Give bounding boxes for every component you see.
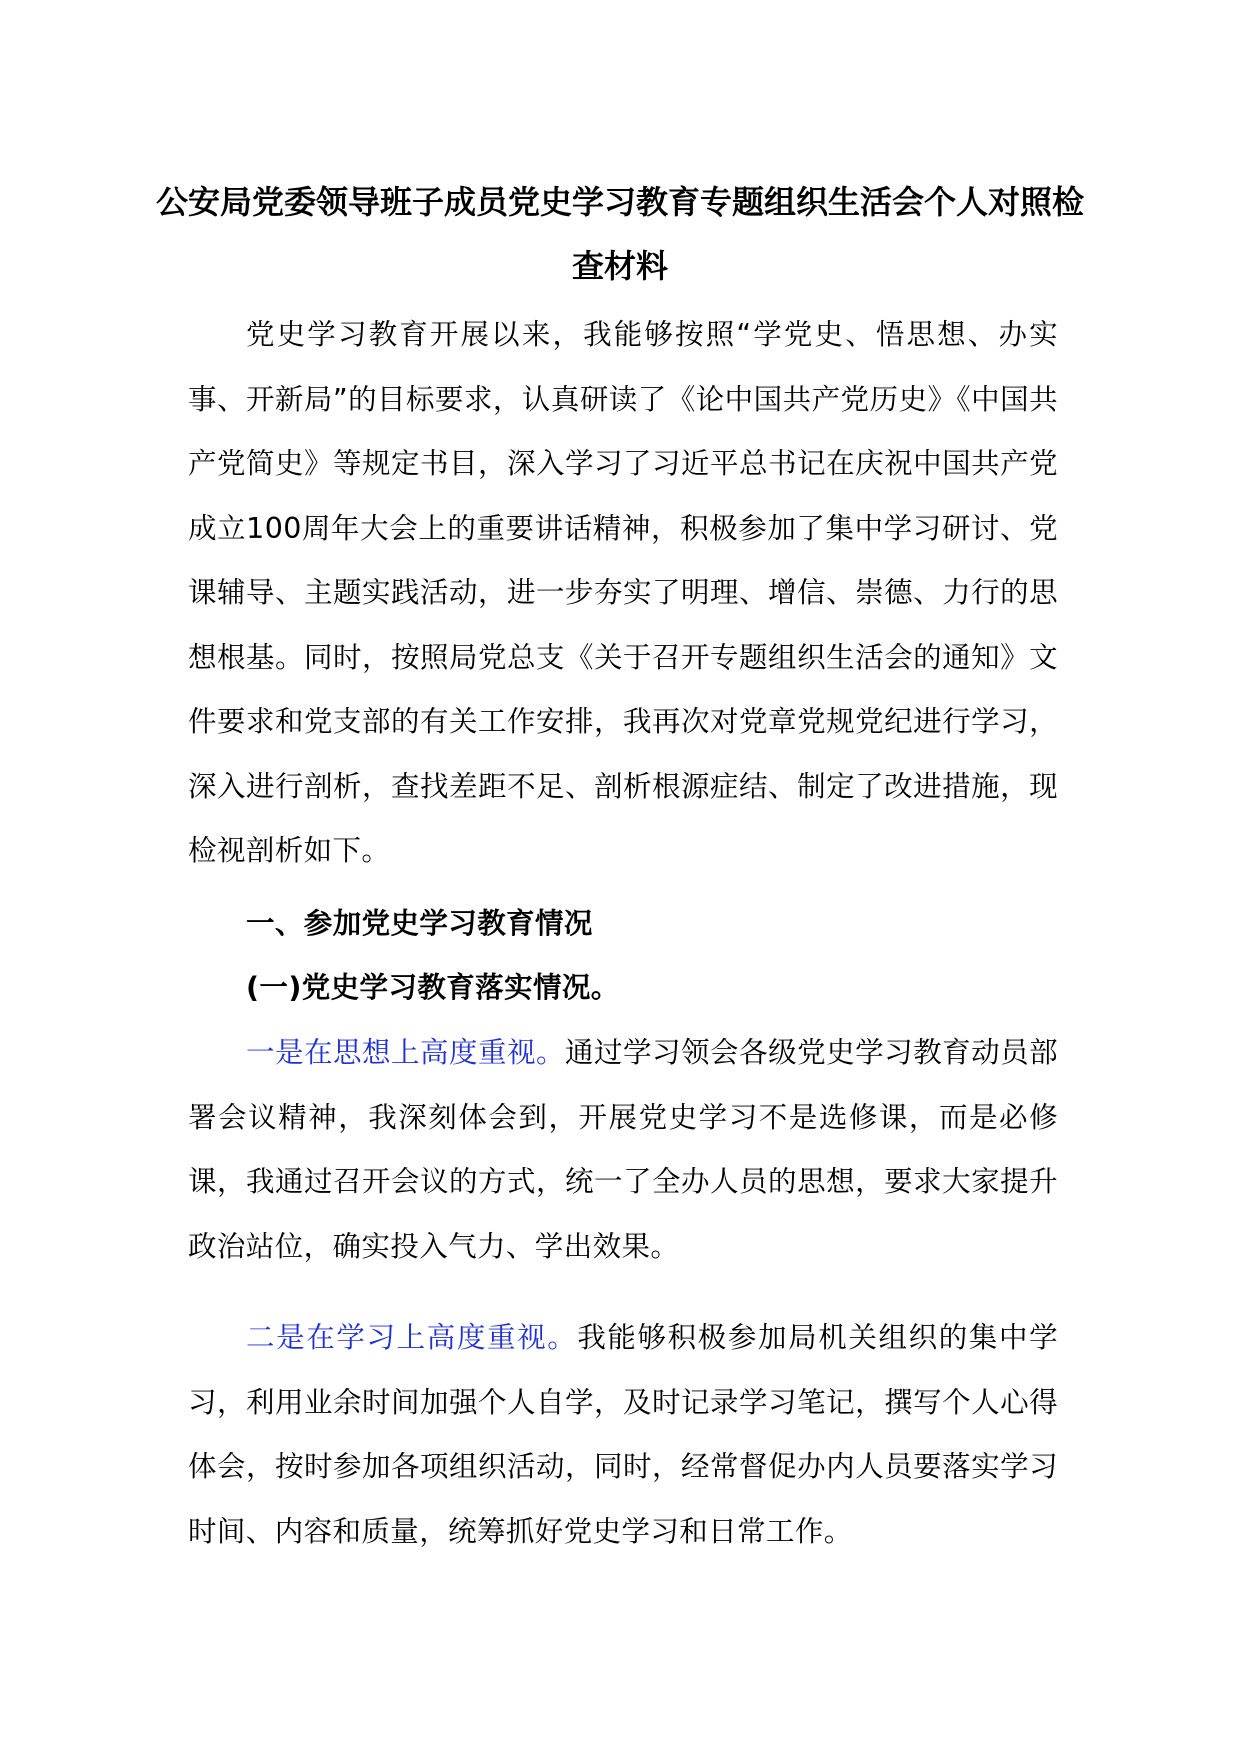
point-1-paragraph	[188, 1021, 1058, 1279]
point-2-text: 我能够积极参加局机关组织的集中学习，利用业余时间加强个人自学，及时记录学习笔记，撰写个人心得体会，按时参加各项组织活动，同时，经常督促办内人员要落实学习时间、内容和质量，统筹抓好党史学习和日常工作。	[188, 1321, 1058, 1548]
section-heading: 一、参加党史学习教育情况	[246, 907, 593, 940]
intro-paragraph: 党史学习教育开展以来，我能够按照“学党史、悟思想、办实事、开新局”的目标要求，认真研读了《论中国共产党历史》《中国共产党简史》等规定书目，深入学习了习近平总书记在庆祝中国共产党成立100周年大会上的重要讲话精神，积极参加了集中学习研讨、党课辅导、主题实践活动，进一步夯实了明理、增信、崇德、力行的思想根基。同时，按照局党总支《关于召开专题组织生活会的通知》文件要求和党支部的有关工作安排，我再次对党章党规党纪进行学习，深入进行剖析，查找差距不足、剖析根源症结、制定了改进措施，现检视剖析如下。	[188, 318, 1058, 867]
point-1-lead: 一是在思想上高度重视。	[246, 1036, 566, 1069]
point-1-text: 通过学习领会各级党史学习教育动员部署会议精神，我深刻体会到，开展党史学习不是选修课，而是必修课，我通过召开会议的方式，统一了全办人员的思想，要求大家提升政治站位，确实投入气力、学出效果。	[188, 1036, 1058, 1263]
point-2-lead: 二是在学习上高度重视。	[246, 1321, 578, 1354]
point-2-paragraph	[188, 1306, 1058, 1564]
document-title: 公安局党委领导班子成员党史学习教育专题组织生活会个人对照检查材料	[155, 183, 1084, 285]
subsection-heading: (一)党史学习教育落实情况。	[246, 971, 620, 1004]
